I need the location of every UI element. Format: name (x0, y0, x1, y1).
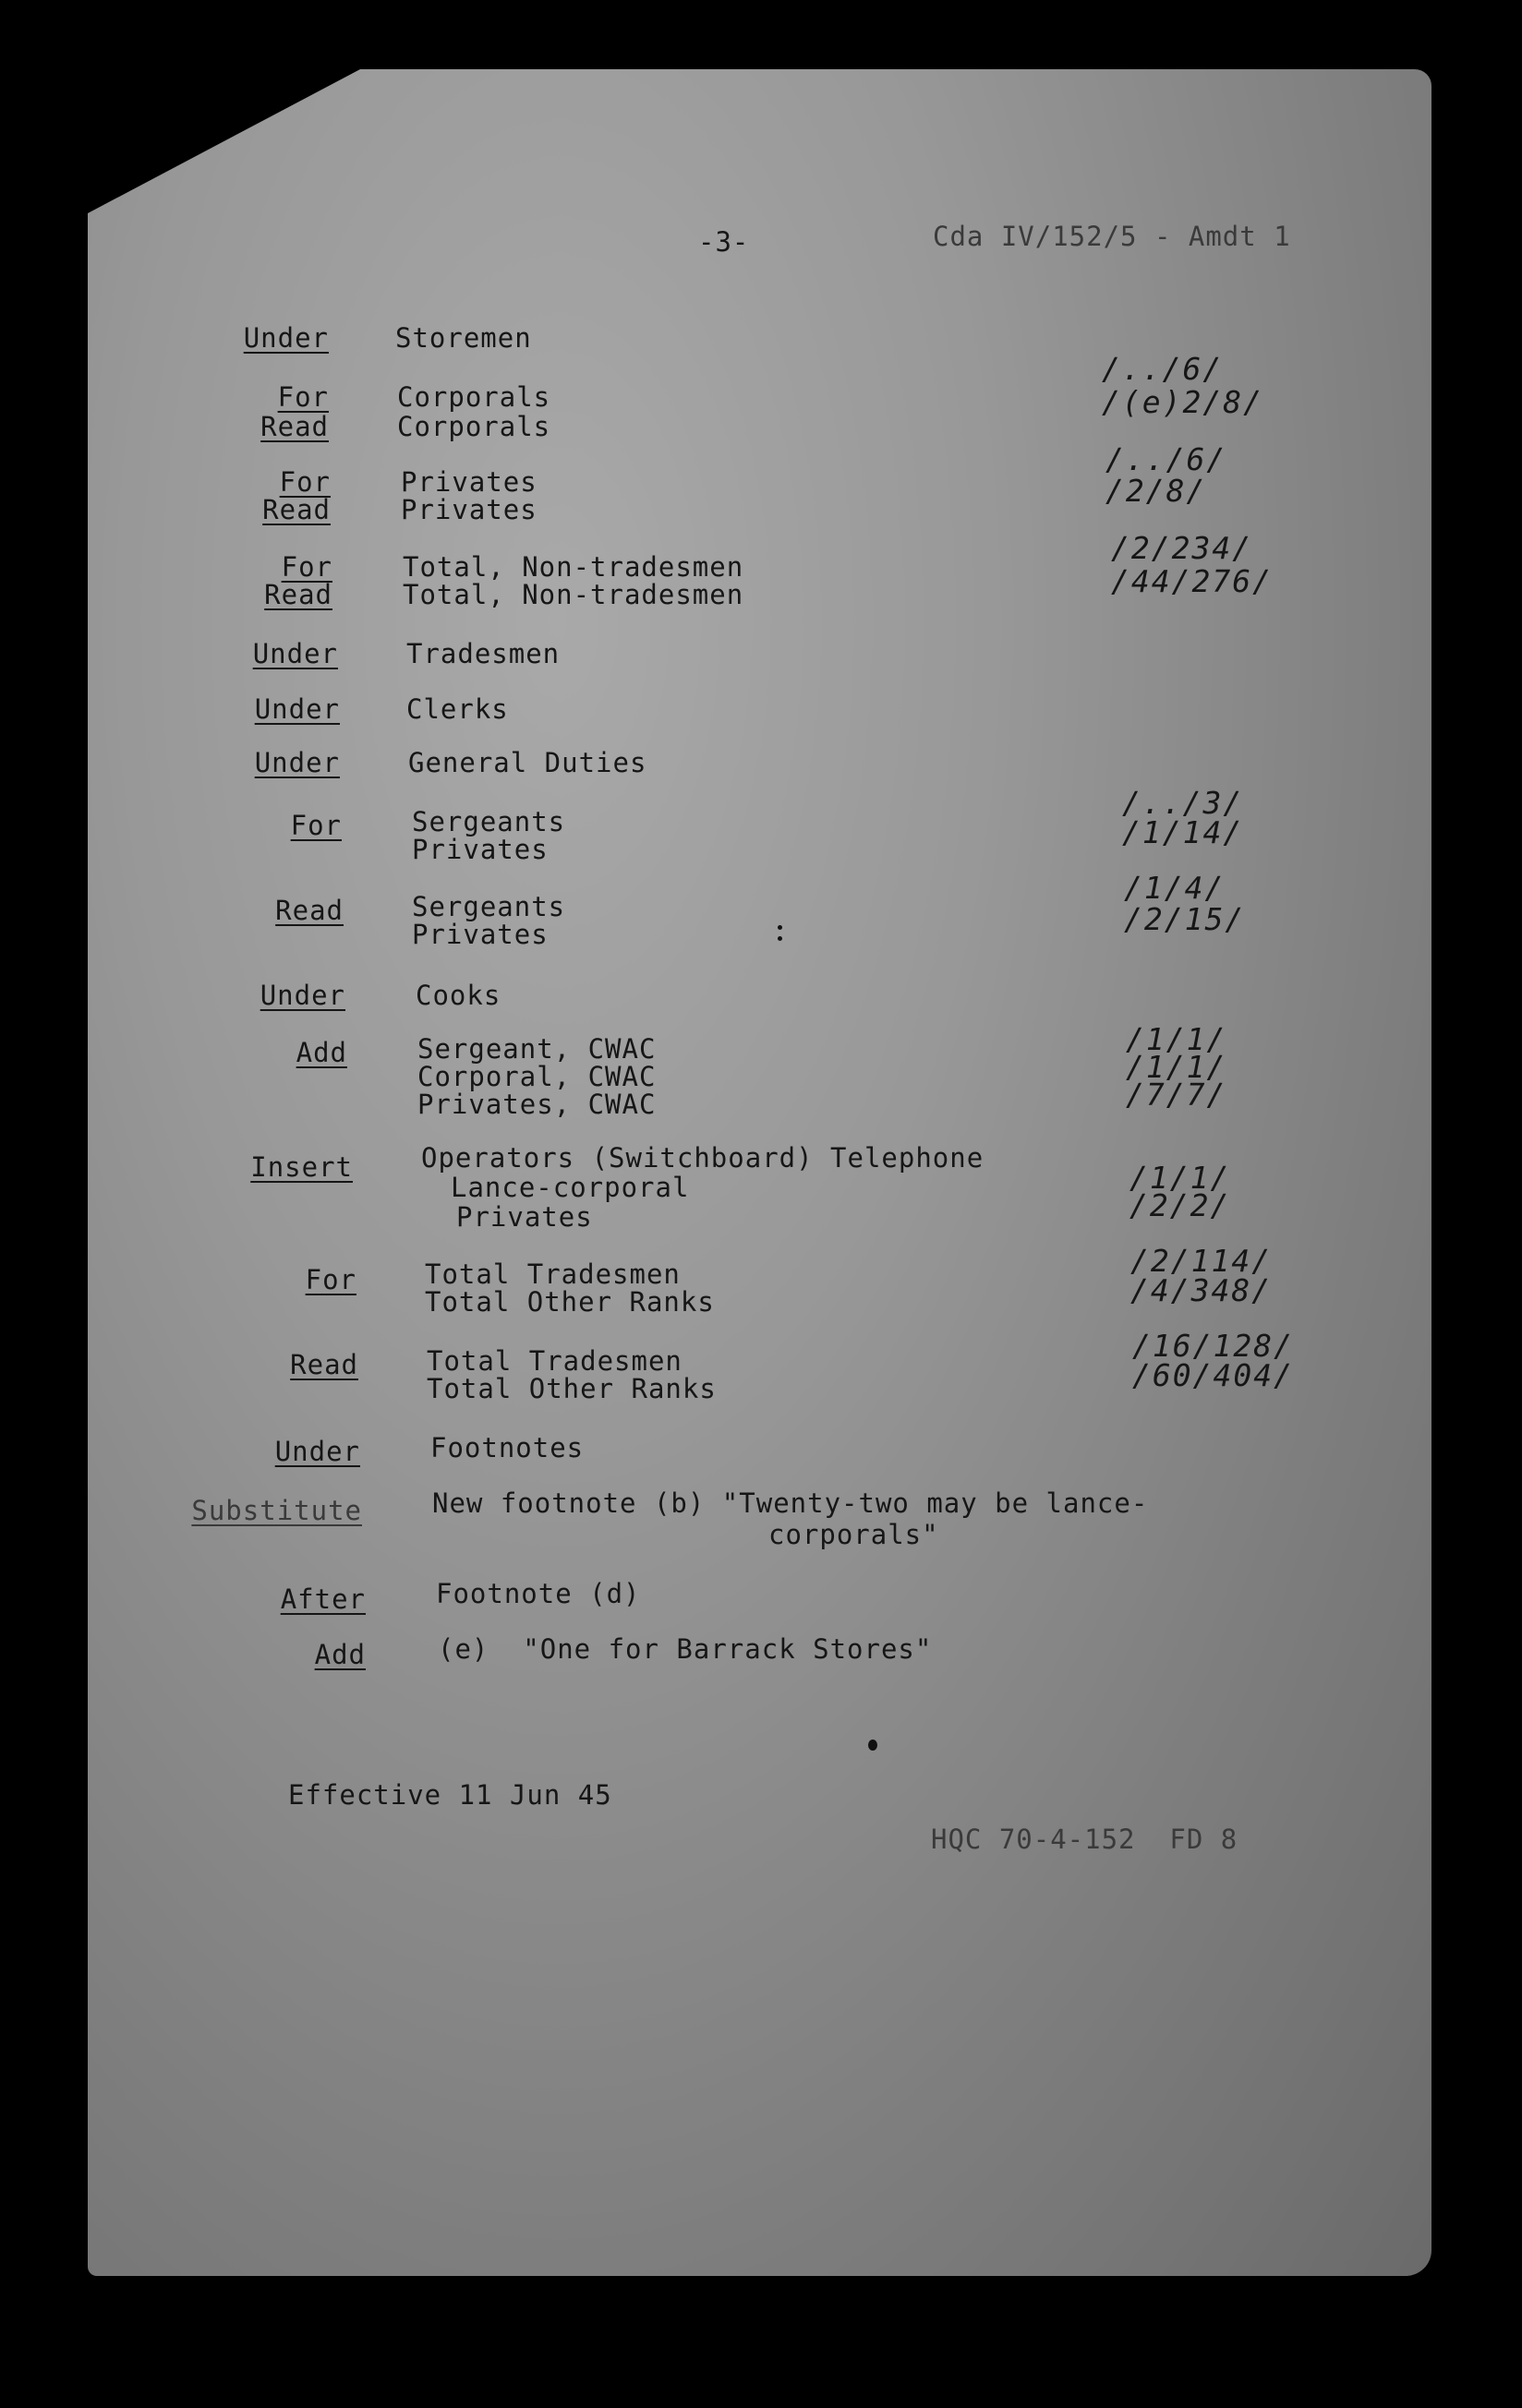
row-label: For (279, 466, 331, 498)
row-item: Lance-corporal (451, 1172, 690, 1203)
row-label: For (290, 810, 342, 841)
row-code: /44/276/ (1111, 563, 1273, 599)
row-code: /2/114/ (1130, 1243, 1273, 1279)
row-item: Operators (Switchboard) Telephone (421, 1142, 984, 1174)
row-item: Corporal, CWAC (417, 1061, 657, 1092)
row-label: Under (252, 638, 338, 669)
row-label: Under (254, 747, 340, 778)
row-item: Privates (401, 494, 538, 525)
row-code: /4/348/ (1130, 1272, 1273, 1308)
row-label: Substitute (191, 1495, 362, 1526)
row-label: Read (262, 494, 331, 525)
ink-speck (778, 936, 782, 941)
row-code: /2/8/ (1105, 473, 1207, 509)
row-item: Corporals (397, 411, 551, 442)
row-code: /60/404/ (1132, 1357, 1294, 1393)
ink-speck (778, 925, 782, 930)
row-label: Add (314, 1639, 366, 1670)
document-reference: Cda IV/152/5 - Amdt 1 (933, 221, 1291, 252)
row-code: /2/15/ (1124, 901, 1246, 937)
row-code: /../6/ (1105, 441, 1227, 477)
row-item: Total Tradesmen (425, 1258, 681, 1290)
row-item: Footnote (d) (436, 1578, 641, 1609)
row-code: /7/7/ (1126, 1077, 1227, 1113)
row-item: Storemen (395, 322, 532, 354)
row-label: Read (275, 895, 344, 926)
row-code: /1/1/ (1126, 1021, 1227, 1057)
row-item: Footnotes (430, 1432, 585, 1463)
row-item: Tradesmen (406, 638, 561, 669)
row-code: /1/1/ (1129, 1160, 1231, 1196)
row-item: Privates, CWAC (417, 1089, 657, 1120)
row-code: /(e)2/8/ (1102, 384, 1263, 420)
row-label: Insert (250, 1151, 353, 1183)
row-item: Total, Non-tradesmen (403, 579, 744, 610)
row-item: corporals" (768, 1519, 939, 1550)
row-item: Total Other Ranks (425, 1286, 715, 1318)
row-item: Sergeant, CWAC (417, 1033, 657, 1065)
file-reference: HQC 70-4-152 FD 8 (931, 1824, 1238, 1855)
row-code: /2/2/ (1129, 1187, 1231, 1223)
row-label: Add (296, 1037, 347, 1068)
row-label: Under (243, 322, 329, 354)
row-item: Total Tradesmen (427, 1345, 682, 1377)
row-item: Privates (401, 466, 538, 498)
row-item: Corporals (397, 381, 551, 413)
ink-speck (868, 1740, 877, 1751)
row-label: Under (274, 1436, 360, 1467)
effective-date: Effective 11 Jun 45 (288, 1779, 612, 1811)
row-item: Privates (412, 834, 549, 865)
row-item: Privates (412, 919, 549, 950)
row-label: Read (260, 411, 329, 442)
row-code: /16/128/ (1132, 1328, 1294, 1364)
row-item: Total Other Ranks (427, 1373, 717, 1404)
row-label: For (281, 551, 332, 583)
row-label: For (277, 381, 329, 413)
row-item: (e) "One for Barrack Stores" (438, 1633, 933, 1665)
row-item: Clerks (406, 693, 509, 725)
row-code: /1/14/ (1122, 814, 1244, 850)
row-item: Total, Non-tradesmen (403, 551, 744, 583)
row-code: /1/1/ (1126, 1049, 1227, 1085)
row-item: Sergeants (412, 806, 566, 837)
row-label: Under (260, 980, 345, 1011)
row-code: /1/4/ (1124, 870, 1226, 906)
row-item: New footnote (b) "Twenty-two may be lance- (432, 1487, 1149, 1519)
row-code: /../3/ (1122, 785, 1244, 821)
row-item: Sergeants (412, 891, 566, 922)
row-code: /../6/ (1102, 351, 1224, 387)
row-label: Read (290, 1349, 358, 1380)
row-label: After (280, 1583, 366, 1615)
page-number: -3- (698, 226, 750, 258)
row-label: Under (254, 693, 340, 725)
row-item: Cooks (416, 980, 501, 1011)
row-label: Read (264, 579, 332, 610)
row-item: General Duties (408, 747, 647, 778)
row-label: For (305, 1264, 356, 1295)
row-item: Privates (456, 1201, 593, 1233)
row-code: /2/234/ (1111, 530, 1253, 566)
